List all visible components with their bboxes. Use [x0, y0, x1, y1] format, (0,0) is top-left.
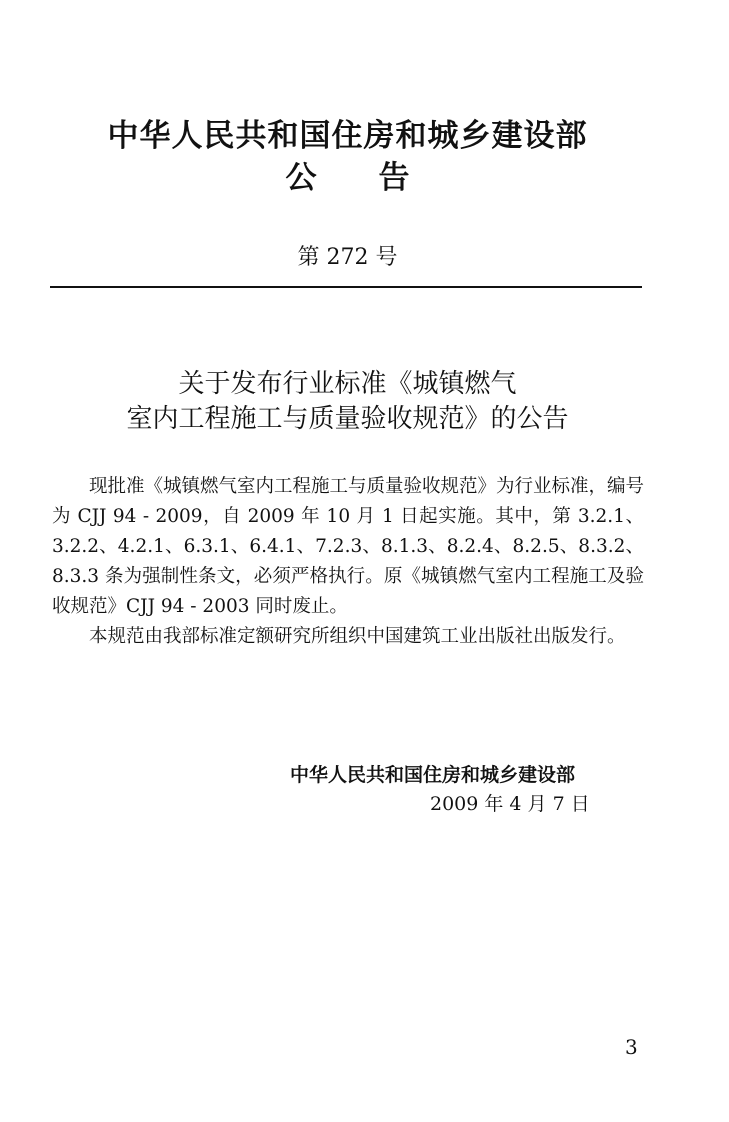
page-number: 3	[625, 1035, 638, 1059]
horizontal-rule	[50, 286, 642, 288]
issue-date: 2009 年 4 月 7 日	[430, 793, 590, 815]
title-line-2-text: 室内工程施工与质量验收规范》的公告	[126, 404, 569, 434]
title-line-1-text: 关于发布行业标准《城镇燃气	[178, 369, 517, 399]
issuer-heading-text: 中华人民共和国住房和城乡建设部	[107, 118, 588, 154]
document-type-heading	[0, 152, 729, 197]
title-line-2	[0, 398, 729, 435]
title-line-1	[0, 363, 729, 400]
signature: 中华人民共和国住房和城乡建设部	[290, 764, 576, 786]
body-paragraph: 现批准《城镇燃气室内工程施工与质量验收规范》为行业标准，编号为 CJJ 94 - 2009，自 2009 年 10 月 1 日起实施。其中，第 3.2.1、3.2.2、4.2.1、6.3.1、6.4.1、7.2.3、8.1.3、8.2.4、8.2.5、8.3.2、8.3.3 条为强制性条文，必须严格执行。原《城镇燃气室内工程施工及验收规范》CJJ 94 - 2003 同时废止。	[52, 476, 645, 617]
announcement-number-text: 第 272 号	[297, 245, 398, 270]
document-type-text: 公 告	[285, 160, 410, 196]
announcement-body	[52, 472, 644, 652]
issuer-heading	[0, 110, 729, 155]
announcement-number	[0, 240, 729, 271]
body-paragraph: 本规范由我部标准定额研究所组织中国建筑工业出版社出版发行。	[89, 626, 626, 647]
